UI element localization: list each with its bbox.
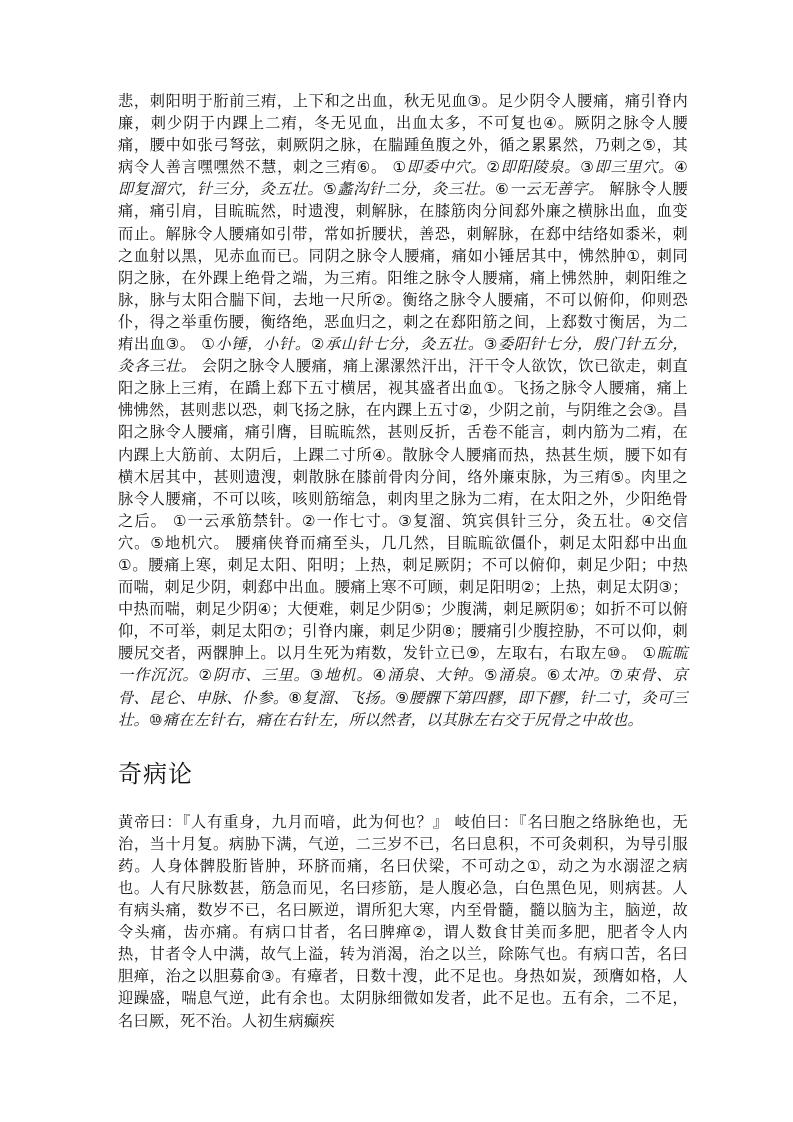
- paragraph-qibinglun: 黄帝曰：『人有重身，九月而喑，此为何也？』 岐伯曰：『名曰胞之络脉绝也，无治，当十月复。病胁下满，气逆，二三岁不已，名曰息积，不可灸刺积，为导引服药。人身体髀股胻皆肿，环脐而痛，名曰伏梁，不可动之①，动之为水溺涩之病也。人有尺脉数甚，筋急而见，名曰疹筋，是人腹必急，白色黑色见，则病甚。人有病头痛，数岁不已，名曰厥逆，谓所犯大寒，内至骨髓，髓以脑为主，脑逆，故令头痛，齿亦痛。有病口甘者，名曰脾瘅②，谓人数食甘美而多肥，肥者令人内热，甘者令人中满，故气上溢，转为消渴，治之以兰，除陈气也。有病口苦，名曰胆瘅，治之以胆募俞③。有瘴者，日数十溲，此不足也。身热如炭，颈膺如格，人迎躁盛，喘息气逆，此有余也。太阴脉细微如发者，此不足也。五有余，二不足，名曰厥，死不治。人初生病癫疾: [118, 812, 688, 1030]
- paragraph-yaotong: [118, 90, 688, 731]
- footnote-text: ①䀮䀮一作沉沉。②阴市、三里。③地机。④涌泉、大钟。⑤涌泉。⑥太冲。⑦束骨、京骨、昆仑、申脉、仆参。⑧复溜、飞扬。⑨腰髁下第四髎，即下髎，针二寸，灸可三壮。⑩痛在左针右，痛在右针左，所以然者，以其脉左右交于尻骨之中故也。: [118, 644, 688, 729]
- document-page: [118, 90, 688, 1032]
- body-text: 解脉令人腰痛，痛引肩，目䀮䀮然，时遗溲，刺解脉，在膝筋肉分间郄外廉之横脉出血，血变而止。解脉令人腰痛如引带，常如折腰状，善恐，刺解脉，在郄中结络如黍米，刺之血射以黑，见赤血而已。同阴之脉令人腰痛，痛如小锤居其中，怫然肿①，刺同阴之脉，在外踝上绝骨之端，为三痏。阳维之脉令人腰痛，痛上怫然肿，刺阳维之脉，脉与太阳合腨下间，去地一尺所②。衡络之脉令人腰痛，不可以俯仰，仰则恐仆，得之举重伤腰，衡络绝，恶血归之，刺之在郄阳筋之间，上郄数寸衡居，为二痏出血③。: [118, 180, 689, 354]
- section-heading: 奇病论: [118, 759, 193, 788]
- body-text: 会阴之脉令人腰痛，痛上漯漯然汗出，汗干令人欲饮，饮已欲走，刺直阳之脉上三痏，在蹻上郄下五寸横居，视其盛者出血①。飞扬之脉令人腰痛，痛上怫怫然，甚则悲以恐，刺飞扬之脉，在内踝上五寸②，少阴之前，与阴维之会③。昌阳之脉令人腰痛，痛引膺，目䀮䀮然，甚则反折，舌卷不能言，刺内筋为二痏，在内踝上大筋前、太阴后，上踝二寸所④。散脉令人腰痛而热，热甚生烦，腰下如有横木居其中，甚则遗溲，刺散脉在膝前骨肉分间，络外廉束脉，为三痏⑤。肉里之脉令人腰痛，不可以咳，咳则筋缩急，刺肉里之脉为二痏，在太阳之外，少阳绝骨之后。 ①一云承筋禁针。②一作七寸。③复溜、筑宾俱针三分，灸五壮。④交信穴。⑤地机穴。 腰痛侠脊而痛至头，几几然，目䀮䀮欲僵仆，刺足太阳郄中出血①。腰痛上寒，刺足太阳、阳明；上热，刺足厥阴；不可以俯仰，刺足少阳；中热而喘，刺足少阴，刺郄中出血。腰痛上寒不可顾，刺足阳明②；上热，刺足太阴③；中热而喘，刺足少阴④；大便难，刺足少阴⑤；少腹满，刺足厥阴⑥；如折不可以俯仰，不可举，刺足太阳⑦；引脊内廉，刺足少阴⑧；腰痛引少腹控胁，不可以仰，刺腰尻交者，两髁胂上。以月生死为痏数，发针立已⑨，左取右，右取左⑩。: [118, 357, 688, 663]
- footnote-text: ①即委中穴。②即阳陵泉。③即三里穴。④即复溜穴，针三分，灸五壮。⑤蠡沟针二分，灸三壮。⑥一云无善字。: [118, 158, 688, 199]
- footnote-text: ①小锤，小针。②承山针七分，灸五壮。③委阳针七分，殷门针五分，灸各三壮。: [118, 335, 688, 376]
- body-text: 悲，刺阳明于胻前三痏，上下和之出血，秋无见血③。足少阴令人腰痛，痛引脊内廉，刺少阴于内踝上二痏，冬无见血，出血太多，不可复也④。厥阴之脉令人腰痛，腰中如张弓弩弦，刺厥阴之脉，在腨踵鱼腹之外，循之累累然，乃刺之⑤，其病令人善言嘿嘿然不慧，刺之三痏⑥。: [118, 92, 688, 177]
